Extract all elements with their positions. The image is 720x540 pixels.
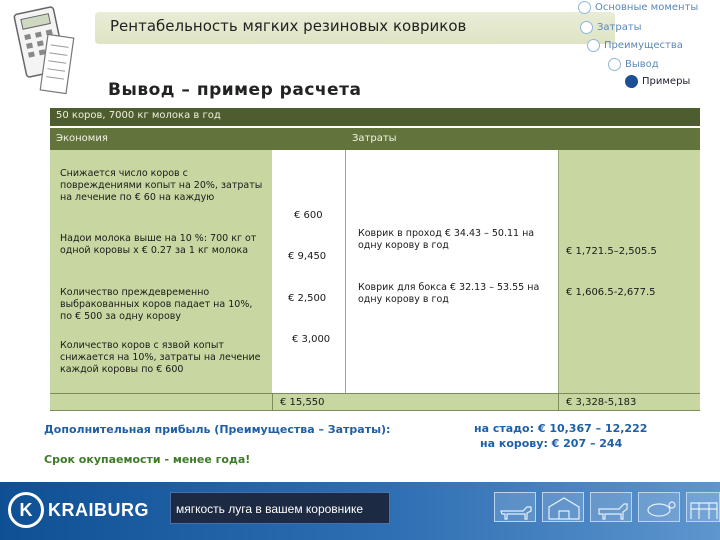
nav-dot-icon [578,1,591,14]
nav-label: Вывод [625,59,659,70]
total-cost: € 3,328-5,183 [566,397,637,408]
nav-item-highlights[interactable] [578,1,698,14]
nav-item-costs[interactable] [580,21,642,34]
benefit-values-column [272,150,345,393]
profit-per-herd: на стадо: € 10,367 – 12,222 [474,422,648,435]
nav-label: Затраты [597,22,642,33]
benefit-text: Надои молока выше на 10 %: 700 кг от одной коровы x € 0.27 за 1 кг молока [60,233,257,256]
barn-icon [542,492,584,522]
kraiburg-logo [8,490,163,530]
nav-item-benefits[interactable] [587,39,683,52]
cost-value: € 1,606.5-2,677.5 [566,287,656,298]
brand-k-icon: K [8,492,44,528]
total-benefit: € 15,550 [280,397,325,408]
nav-dot-icon [625,75,638,88]
table-column-headers [50,128,700,150]
benefit-value: € 600 [294,210,323,221]
nav-dot-icon [608,58,621,71]
benefit-text: Снижается число коров с повреждениями копыт на 20%, затраты на лечение по € 60 на каждую [60,168,263,203]
profit-label: Дополнительная прибыль (Преимущества – Затраты): [44,423,391,436]
column-header-costs: Затраты [352,133,397,144]
nav-dot-icon [587,39,600,52]
nav-item-examples[interactable] [625,75,690,88]
stall-icon [686,492,720,522]
cost-text: Коврик в проход € 34.43 – 50.11 на одну корову в год [358,228,535,251]
nav-label: Примеры [642,76,691,87]
column-header-economy: Экономия [56,133,108,144]
benefit-value: € 9,450 [288,251,327,262]
slide-title: Рентабельность мягких резиновых ковриков [110,17,467,35]
benefit-text: Количество коров с язвой копыт снижается на 10%, затраты на лечение каждой коровы по € 600 [60,340,261,375]
cost-text: Коврик для бокса € 32.13 – 53.55 на одну корову в год [358,282,540,305]
nav-item-conclusion[interactable] [608,58,659,71]
payback-note: Срок окупаемости - менее года! [44,453,251,466]
cow-icon [494,492,536,522]
cost-values-column [558,150,700,393]
benefit-value: € 2,500 [288,293,327,304]
totals-divider [558,393,559,411]
brand-name: KRAIBURG [48,499,149,520]
nav-label: Преимущества [604,40,683,51]
totals-divider [272,393,273,411]
cow-icon [590,492,632,522]
animal-icon [638,492,680,522]
cost-value: € 1,721.5–2,505.5 [566,246,657,257]
calculator-icon [6,6,76,96]
profit-per-cow: на корову: € 207 – 244 [480,437,623,450]
cost-items-column [345,150,558,393]
benefit-text: Количество преждевременно выбракованных коров падает на 10%, по € 500 за одну корову [60,287,253,322]
nav-label: Основные моменты [595,2,699,13]
benefit-value: € 3,000 [292,334,331,345]
table-heading: 50 коров, 7000 кг молока в год [50,108,700,126]
nav-dot-icon [580,21,593,34]
section-title: Вывод – пример расчета [108,80,362,100]
tagline: мягкость луга в вашем коровнике [176,502,364,516]
